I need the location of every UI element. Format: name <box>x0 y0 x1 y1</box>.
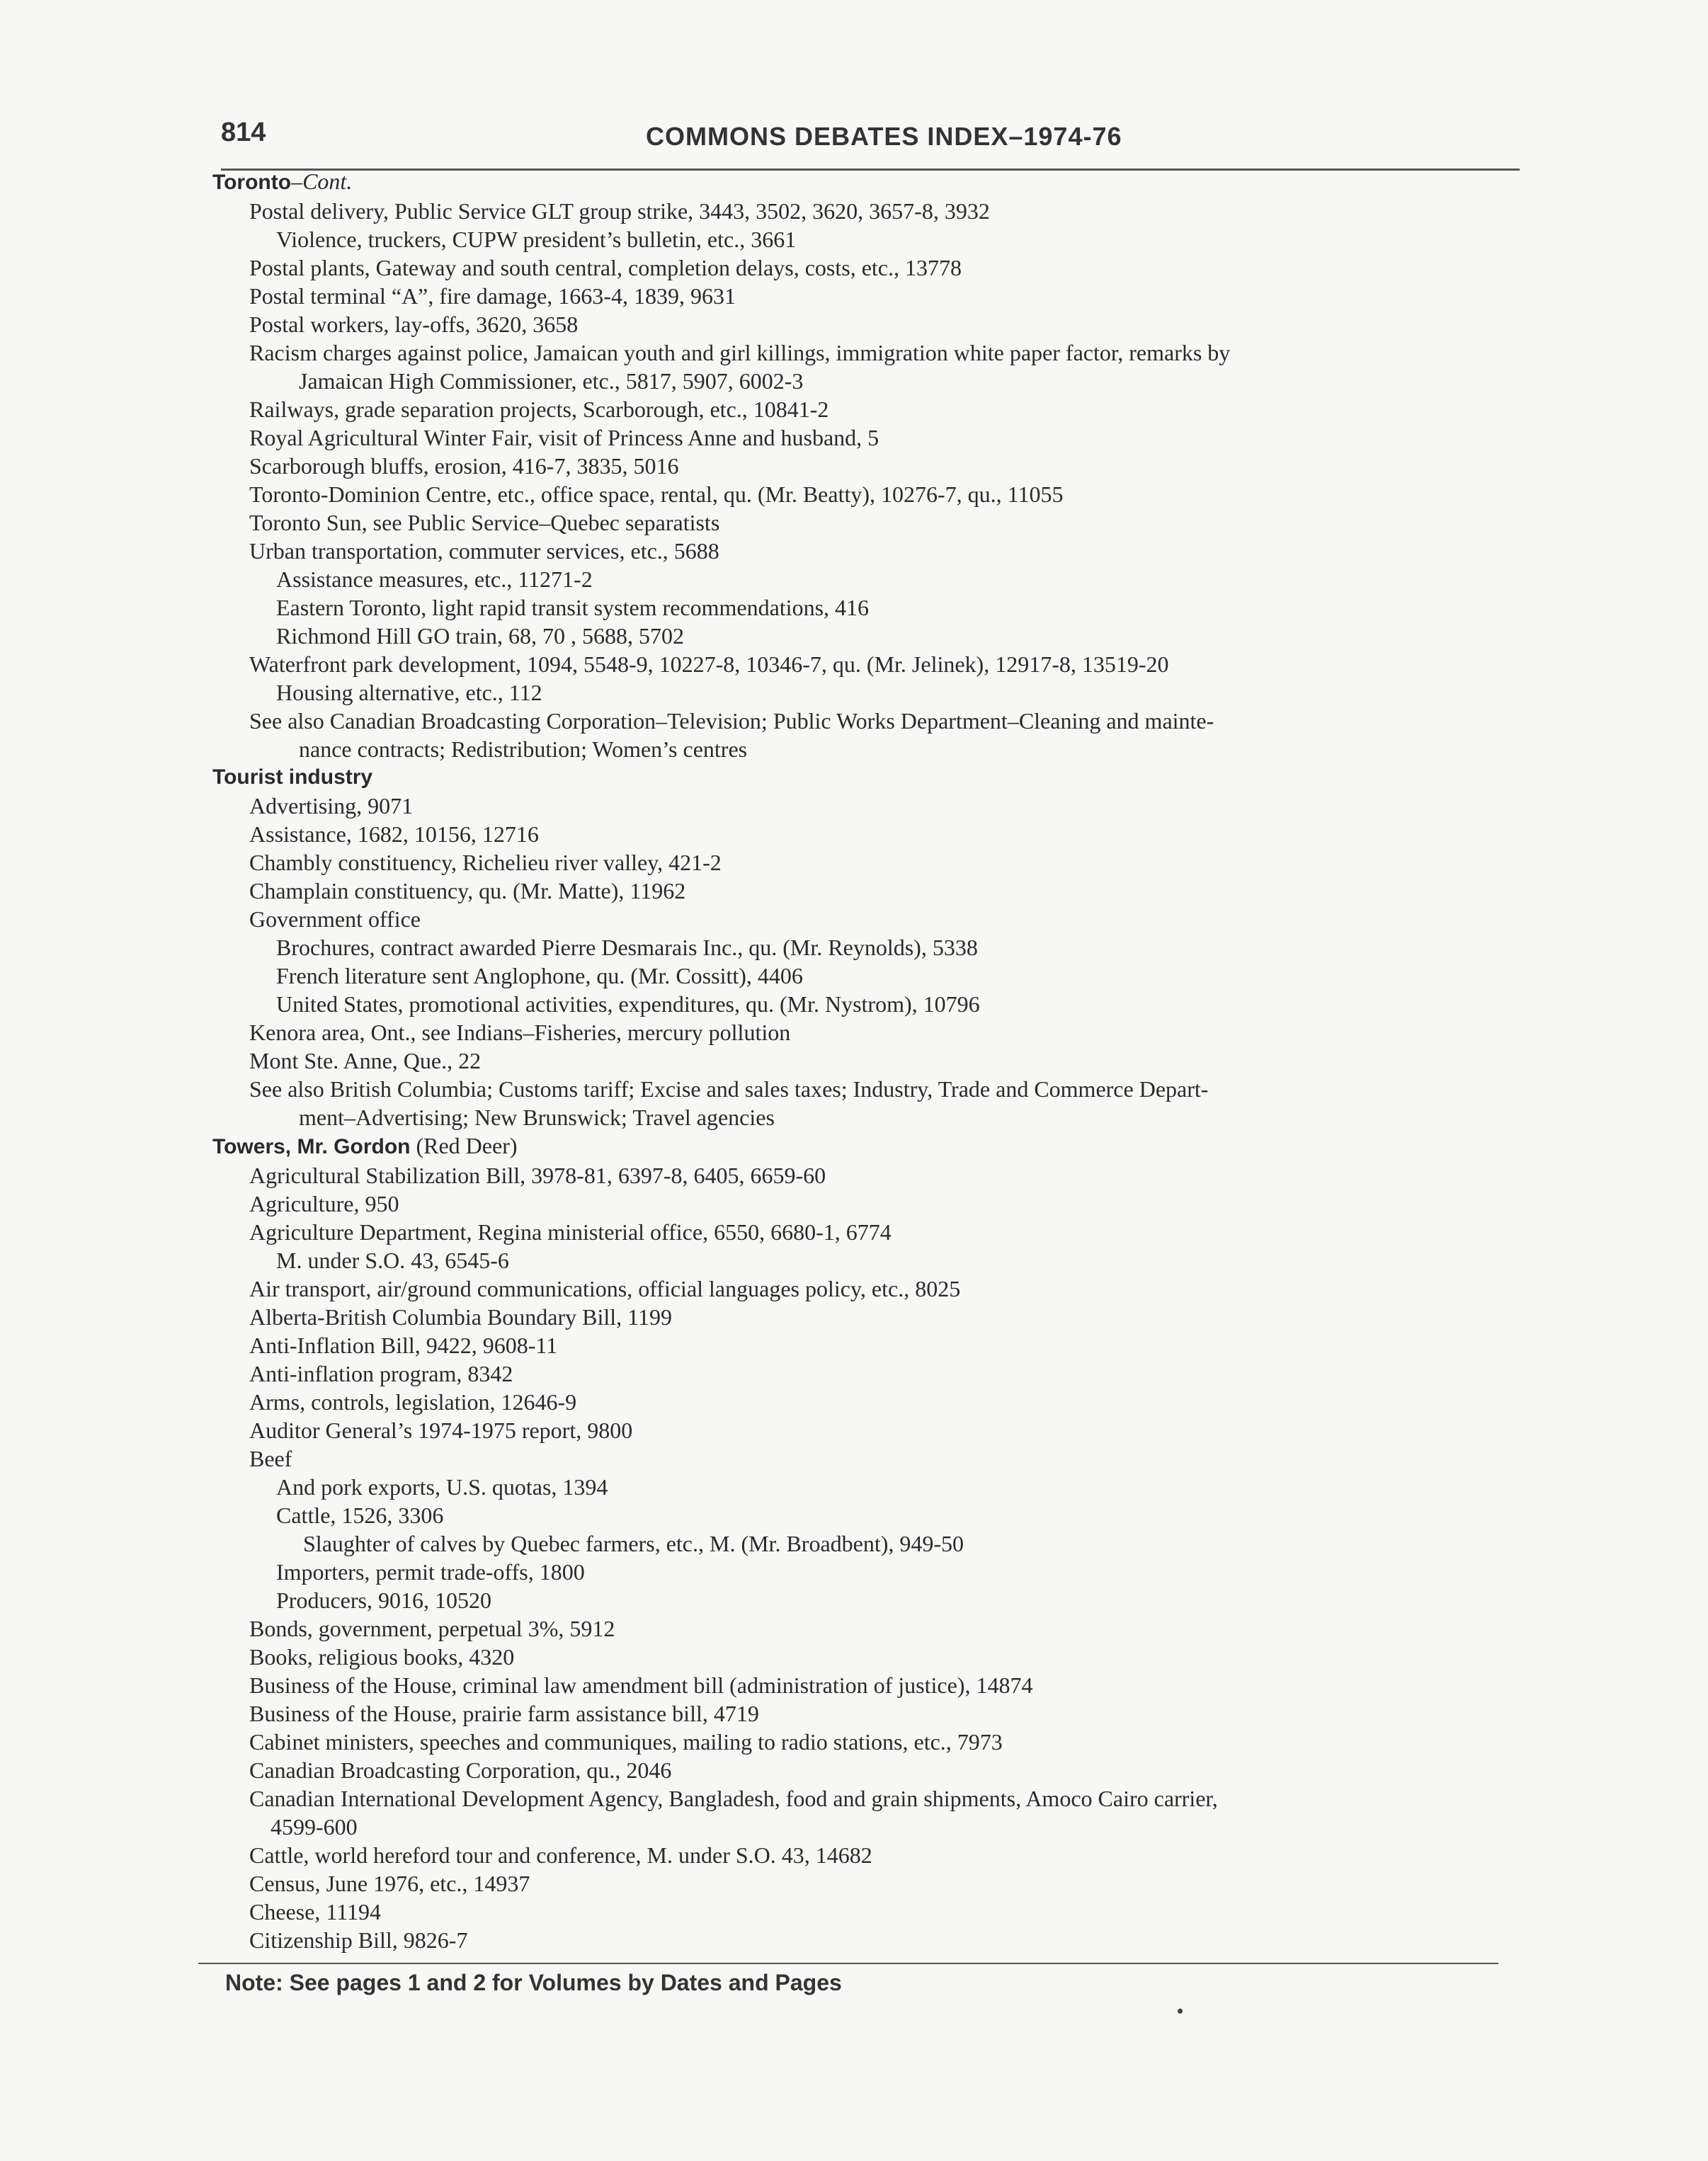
index-entry <box>212 480 1544 508</box>
index-entry <box>212 1898 1544 1926</box>
entry-text: ment–Advertising; New Brunswick; Travel agencies <box>299 1105 775 1130</box>
entry-text: Census, June 1976, etc., 14937 <box>249 1871 530 1896</box>
entry-text: M. under S.O. 43, 6545-6 <box>276 1248 509 1273</box>
index-entry <box>212 1416 1544 1444</box>
index-entry <box>212 565 1544 593</box>
index-entry <box>212 282 1544 310</box>
entry-text: Anti-Inflation Bill, 9422, 9608-11 <box>249 1333 558 1358</box>
entry-text: Towers, Mr. Gordon <box>212 1135 411 1158</box>
index-entry <box>212 990 1544 1018</box>
index-entry <box>212 1388 1544 1416</box>
index-entry <box>212 1756 1544 1784</box>
index-entry <box>212 848 1544 877</box>
entry-text: Brochures, contract awarded Pierre Desmarais Inc., qu. (Mr. Reynolds), 5338 <box>276 935 978 960</box>
entry-text: Postal terminal “A”, fire damage, 1663-4, 1839, 9631 <box>249 283 736 309</box>
entry-text: Slaughter of calves by Quebec farmers, etc., M. (Mr. Broadbent), 949-50 <box>303 1531 964 1556</box>
index-entry <box>212 1103 1544 1131</box>
index-heading <box>212 763 1544 792</box>
entry-text: Citizenship Bill, 9826-7 <box>249 1927 468 1953</box>
entry-text: Richmond Hill GO train, 68, 70 , 5688, 5702 <box>276 623 684 649</box>
index-entry <box>212 423 1544 452</box>
index-entry <box>212 1784 1544 1813</box>
entry-text: Housing alternative, etc., 112 <box>276 680 542 705</box>
index-entry <box>212 678 1544 707</box>
entry-text: Cabinet ministers, speeches and communiques, mailing to radio stations, etc., 7973 <box>249 1729 1003 1755</box>
index-entry <box>212 452 1544 480</box>
running-title: COMMONS DEBATES INDEX–1974-76 <box>646 122 1122 151</box>
entry-text: See also British Columbia; Customs tariff; Excise and sales taxes; Industry, Trade and Commerce Depart- <box>249 1076 1209 1102</box>
index-entry <box>212 1444 1544 1473</box>
entry-text: Agriculture Department, Regina ministerial office, 6550, 6680-1, 6774 <box>249 1219 892 1245</box>
index-entry <box>212 1813 1544 1841</box>
index-entry <box>212 1047 1544 1075</box>
index-entry <box>212 225 1544 253</box>
index-entries <box>212 167 1544 1954</box>
index-entry <box>212 1359 1544 1388</box>
index-entry <box>212 537 1544 565</box>
index-entry <box>212 367 1544 395</box>
index-entry <box>212 1473 1544 1501</box>
entry-text: Mont Ste. Anne, Que., 22 <box>249 1048 482 1073</box>
index-entry <box>212 1841 1544 1869</box>
index-entry <box>212 820 1544 848</box>
index-entry <box>212 338 1544 367</box>
entry-text: Government office <box>249 906 421 932</box>
page-mark: • <box>1177 2001 1184 2022</box>
entry-text: Tourist industry <box>212 765 373 789</box>
index-entry <box>212 1699 1544 1728</box>
entry-text: Jamaican High Commissioner, etc., 5817, 5907, 6002-3 <box>299 368 804 394</box>
index-heading <box>212 1131 1544 1161</box>
entry-text: Postal workers, lay-offs, 3620, 3658 <box>249 312 579 337</box>
entry-text: Kenora area, Ont., see Indians–Fisheries, mercury pollution <box>249 1020 791 1045</box>
entry-text: Air transport, air/ground communications, official languages policy, etc., 8025 <box>249 1276 961 1301</box>
footer-rule <box>198 1963 1498 1964</box>
entry-text: Producers, 9016, 10520 <box>276 1587 491 1613</box>
page-number: 814 <box>221 118 266 147</box>
index-entry <box>212 1529 1544 1558</box>
entry-text: Cheese, 11194 <box>249 1899 382 1925</box>
footnote: Note: See pages 1 and 2 for Volumes by Dates and Pages <box>225 1970 842 1995</box>
entry-text: Canadian International Development Agency, Bangladesh, food and grain shipments, Amoco Cairo carrier, <box>249 1786 1218 1811</box>
entry-text: Racism charges against police, Jamaican youth and girl killings, immigration white paper factor, remarks by <box>249 340 1231 365</box>
index-entry <box>212 1246 1544 1275</box>
index-entry <box>212 253 1544 282</box>
index-entry <box>212 792 1544 820</box>
index-entry <box>212 1558 1544 1586</box>
index-entry <box>212 1190 1544 1218</box>
index-entry <box>212 1275 1544 1303</box>
index-entry <box>212 650 1544 678</box>
entry-text: Importers, permit trade-offs, 1800 <box>276 1559 585 1585</box>
entry-text: Business of the House, prairie farm assistance bill, 4719 <box>249 1701 759 1726</box>
entry-text: Royal Agricultural Winter Fair, visit of Princess Anne and husband, 5 <box>249 425 879 450</box>
entry-text: Postal plants, Gateway and south central, completion delays, costs, etc., 13778 <box>249 255 962 280</box>
index-entry <box>212 310 1544 338</box>
entry-text: Bonds, government, perpetual 3%, 5912 <box>249 1616 615 1641</box>
index-entry <box>212 1303 1544 1331</box>
entry-text: And pork exports, U.S. quotas, 1394 <box>276 1474 608 1500</box>
index-entry <box>212 1614 1544 1643</box>
index-entry <box>212 1869 1544 1898</box>
index-entry <box>212 905 1544 933</box>
entry-text: Anti-inflation program, 8342 <box>249 1361 513 1386</box>
continued-marker: –Cont. <box>291 169 353 194</box>
entry-text: Arms, controls, legislation, 12646-9 <box>249 1389 577 1415</box>
entry-text: Urban transportation, commuter services, etc., 5688 <box>249 538 719 564</box>
page-header <box>0 113 1708 170</box>
entry-text: See also Canadian Broadcasting Corporation–Television; Public Works Department–Cleaning and mainte- <box>249 708 1214 734</box>
index-entry <box>212 1331 1544 1359</box>
entry-text: Railways, grade separation projects, Scarborough, etc., 10841-2 <box>249 397 829 422</box>
entry-text: Books, religious books, 4320 <box>249 1644 515 1670</box>
entry-text: Scarborough bluffs, erosion, 416-7, 3835, 5016 <box>249 453 679 479</box>
index-entry <box>212 877 1544 905</box>
index-entry <box>212 1161 1544 1190</box>
entry-text: Assistance measures, etc., 11271-2 <box>276 566 593 592</box>
entry-text: Toronto <box>212 171 292 194</box>
entry-text: Agriculture, 950 <box>249 1191 399 1216</box>
index-entry <box>212 508 1544 537</box>
index-entry <box>212 395 1544 423</box>
index-entry <box>212 1075 1544 1103</box>
entry-text: United States, promotional activities, expenditures, qu. (Mr. Nystrom), 10796 <box>276 991 980 1017</box>
entry-text: Cattle, world hereford tour and conference, M. under S.O. 43, 14682 <box>249 1842 872 1868</box>
entry-text: Toronto-Dominion Centre, etc., office space, rental, qu. (Mr. Beatty), 10276-7, qu., 11055 <box>249 481 1064 507</box>
riding-name: (Red Deer) <box>410 1133 518 1158</box>
index-entry <box>212 622 1544 650</box>
index-entry <box>212 735 1544 763</box>
index-entry <box>212 933 1544 962</box>
entry-text: Postal delivery, Public Service GLT group strike, 3443, 3502, 3620, 3657-8, 3932 <box>249 198 990 224</box>
entry-text: Assistance, 1682, 10156, 12716 <box>249 821 539 847</box>
entry-text: Beef <box>249 1446 292 1471</box>
entry-text: Advertising, 9071 <box>249 793 414 819</box>
index-entry <box>212 1728 1544 1756</box>
entry-text: Canadian Broadcasting Corporation, qu., 2046 <box>249 1757 672 1783</box>
entry-text: Business of the House, criminal law amendment bill (administration of justice), 14874 <box>249 1672 1033 1698</box>
index-entry <box>212 1643 1544 1671</box>
entry-text: Toronto Sun, see Public Service–Quebec separatists <box>249 510 720 535</box>
index-entry <box>212 1586 1544 1614</box>
entry-text: Agricultural Stabilization Bill, 3978-81, 6397-8, 6405, 6659-60 <box>249 1163 826 1188</box>
entry-text: Chambly constituency, Richelieu river valley, 421-2 <box>249 850 722 875</box>
index-entry <box>212 1018 1544 1047</box>
index-entry <box>212 593 1544 622</box>
entry-text: Eastern Toronto, light rapid transit system recommendations, 416 <box>276 595 870 620</box>
entry-text: Alberta-British Columbia Boundary Bill, 1199 <box>249 1304 672 1330</box>
index-entry <box>212 1926 1544 1954</box>
index-entry <box>212 1218 1544 1246</box>
entry-text: Auditor General’s 1974-1975 report, 9800 <box>249 1418 633 1443</box>
index-entry <box>212 962 1544 990</box>
index-entry <box>212 1671 1544 1699</box>
entry-text: French literature sent Anglophone, qu. (Mr. Cossitt), 4406 <box>276 963 803 988</box>
index-heading <box>212 167 1544 197</box>
entry-text: Champlain constituency, qu. (Mr. Matte), 11962 <box>249 878 686 903</box>
index-entry <box>212 707 1544 735</box>
entry-text: Cattle, 1526, 3306 <box>276 1503 444 1528</box>
entry-text: Violence, truckers, CUPW president’s bulletin, etc., 3661 <box>276 227 797 252</box>
index-entry <box>212 197 1544 225</box>
entry-text: Waterfront park development, 1094, 5548-9, 10227-8, 10346-7, qu. (Mr. Jelinek), 12917-8, 13519-20 <box>249 651 1169 677</box>
index-entry <box>212 1501 1544 1529</box>
entry-text: 4599-600 <box>271 1814 358 1840</box>
entry-text: nance contracts; Redistribution; Women’s centres <box>299 736 748 762</box>
